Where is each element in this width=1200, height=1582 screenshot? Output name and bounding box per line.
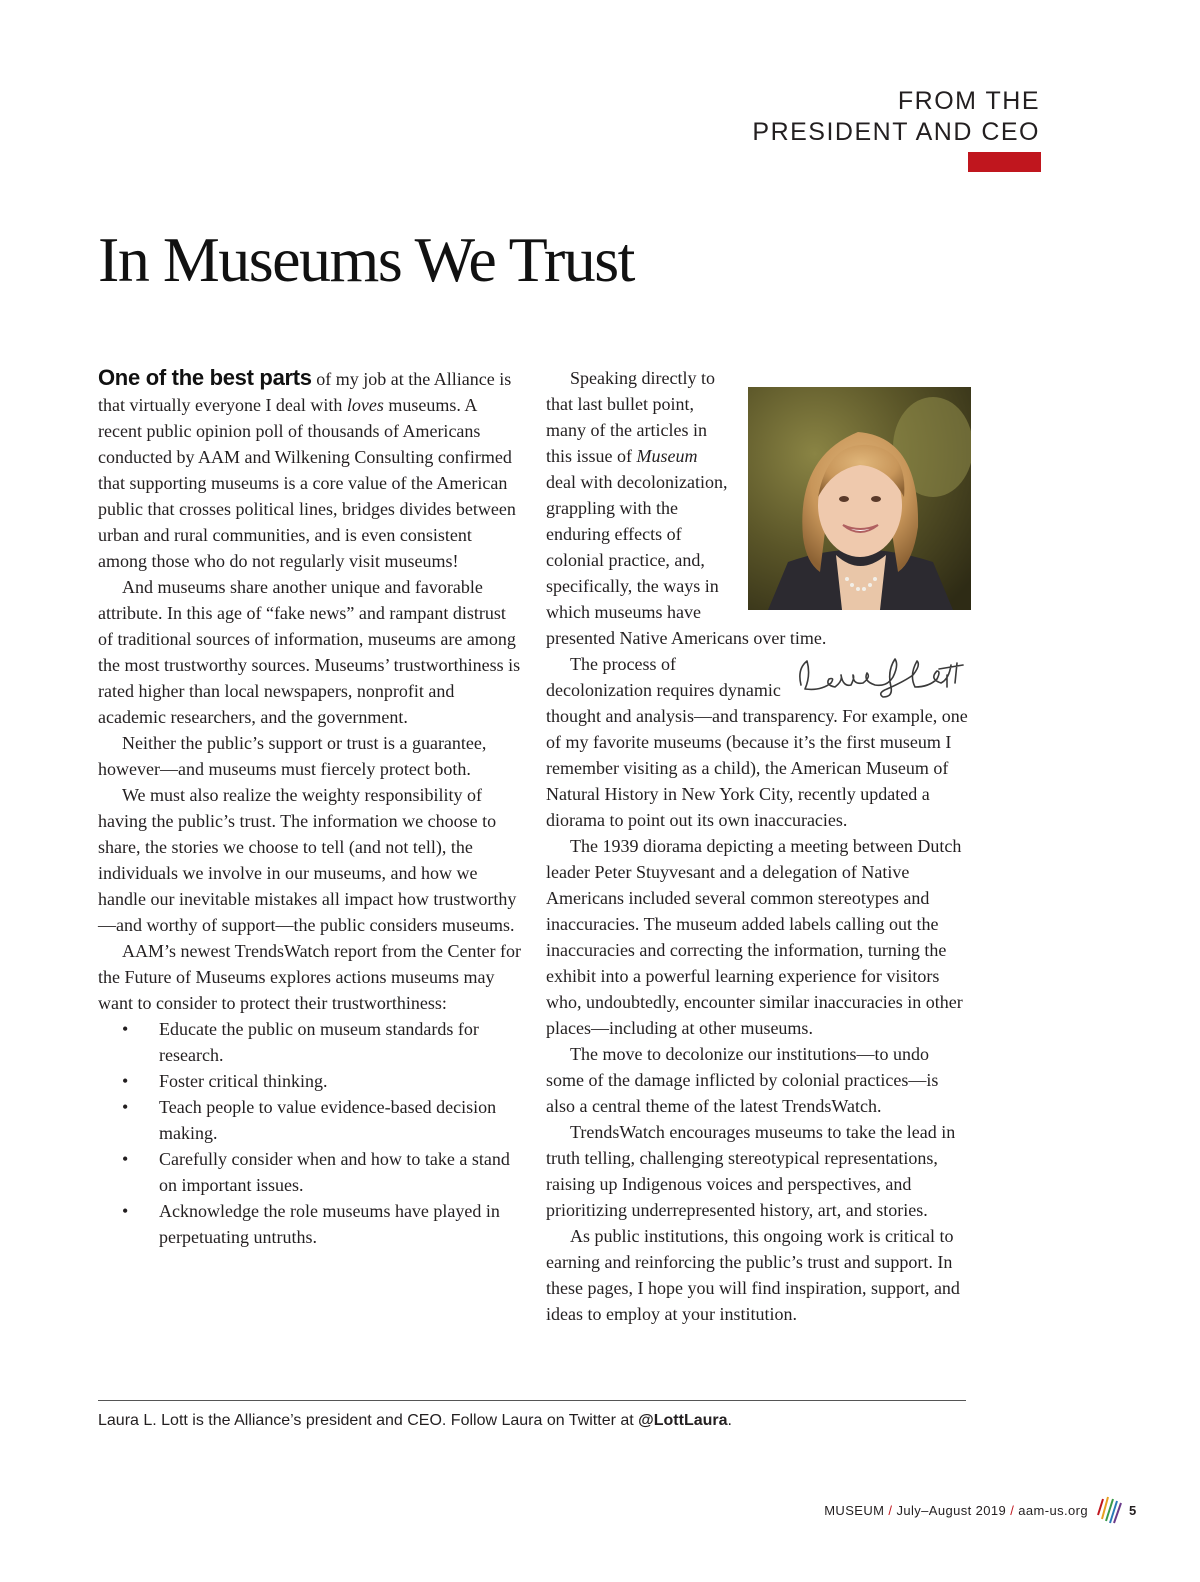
section-accent-bar [968, 152, 1041, 172]
bullet-icon: • [122, 1019, 129, 1039]
paragraph-1-emphasis: loves [346, 395, 384, 415]
article-column-right [546, 365, 971, 1327]
right-paragraph-3: The 1939 diorama depicting a meeting between Dutch leader Peter Stuyvesant and a delegation of Native Americans included several common stereotypes and inaccuracies. The museum added labels calling out the inaccuracies and correcting the information, turning the exhibit into a powerful learning experience for visitors who, undoubtedly, encounter similar inaccuracies in other places—including at other museums. [546, 836, 963, 1038]
twitter-handle-link[interactable]: @LottLaura [638, 1412, 728, 1429]
bullet-icon: • [122, 1201, 129, 1221]
bullet-icon: • [122, 1071, 129, 1091]
paragraph-4: We must also realize the weighty responsibility of having the public’s trust. The information we choose to share, the stories we choose to tell (and not tell), the individuals we involve in our museums, and how we handle our inevitable mistakes all impact how trustworthy—and worthy of support—the public considers museums. [98, 785, 517, 935]
bullet-icon: • [122, 1149, 129, 1169]
list-item-text: Carefully consider when and how to take a stand on important issues. [159, 1149, 510, 1195]
article-column-left [98, 365, 523, 1250]
list-item-text: Acknowledge the role museums have played in perpetuating untruths. [159, 1201, 500, 1247]
bullet-icon: • [122, 1097, 129, 1117]
list-item [98, 1198, 523, 1250]
paragraph-1 [98, 365, 523, 574]
section-label [640, 86, 1040, 148]
portrait-image [748, 387, 971, 610]
magazine-name: Museum [636, 446, 698, 466]
page-footer [824, 1500, 1088, 1524]
footer-issue: July–August 2019 [896, 1503, 1007, 1518]
bio-text: Laura L. Lott is the Alliance’s president and CEO. Follow Laura on Twitter at [98, 1412, 639, 1429]
right-paragraph-2: The process of decolonization requires dynamic thought and analysis—and transparency. For example, one of my favorite museums (because it’s the first museum I remember visiting as a child), the American Museum of Natural History in New York City, recently updated a diorama to point out its own inaccuracies. [546, 654, 968, 830]
list-item-text: Foster critical thinking. [159, 1071, 328, 1091]
footer-separator: / [888, 1503, 893, 1518]
signature-image [791, 651, 971, 703]
paragraph-2: And museums share another unique and favorable attribute. In this age of “fake news” and rampant distrust of traditional sources of information, museums are among the most trustworthy sources. Museums’ trustworthiness is rated higher than local newspapers, nonprofit and academic researchers, and the government. [98, 577, 521, 727]
footer-site: aam-us.org [1018, 1503, 1088, 1518]
paragraph-1-text-a: of my job at the Alliance is that virtually everyone I deal with [98, 369, 512, 415]
aam-logo-icon [1095, 1493, 1123, 1525]
right-paragraph-1-text-a: Speaking directly to that last bullet point, many of the articles in this issue of [546, 368, 715, 466]
right-paragraph-6: As public institutions, this ongoing work is critical to earning and reinforcing the public’s trust and support. In these pages, I hope you will find inspiration, support, and ideas to employ at your institution. [546, 1226, 960, 1324]
list-item [98, 1016, 523, 1068]
article-title: In Museums We Trust [98, 224, 634, 295]
right-paragraph-4: The move to decolonize our institutions—to undo some of the damage inflicted by colonial practices—is also a central theme of the latest TrendsWatch. [546, 1044, 939, 1116]
author-portrait [748, 387, 971, 610]
right-paragraph-5: TrendsWatch encourages museums to take the lead in truth telling, challenging stereotypical representations, raising up Indigenous voices and perspectives, and prioritizing underrepresented history, art, and stories. [546, 1122, 956, 1220]
list-item [98, 1094, 523, 1146]
footer-separator: / [1010, 1503, 1015, 1518]
lead-in: One of the best parts [98, 365, 312, 390]
list-item-text: Educate the public on museum standards for research. [159, 1019, 479, 1065]
paragraph-5: AAM’s newest TrendsWatch report from the Center for the Future of Museums explores actions museums may want to consider to protect their trustworthiness: [98, 941, 521, 1013]
bullet-list [98, 1016, 523, 1250]
page-number: 5 [1129, 1503, 1137, 1518]
right-paragraph-1-text-c: deal with decolonization, grappling with the enduring effects of colonial practice, and, specifically, the ways in which museums have presented Native Americans over time. [546, 472, 827, 648]
list-item [98, 1068, 523, 1094]
section-label-line2: PRESIDENT AND CEO [752, 118, 1040, 146]
list-item-text: Teach people to value evidence-based decision making. [159, 1097, 497, 1143]
author-bio [98, 1409, 968, 1433]
author-signature [791, 651, 971, 703]
bio-divider [98, 1400, 966, 1401]
list-item [98, 1146, 523, 1198]
footer-publication: MUSEUM [824, 1503, 885, 1518]
bio-end: . [727, 1412, 732, 1429]
paragraph-3: Neither the public’s support or trust is a guarantee, however—and museums must fiercely protect both. [98, 733, 487, 779]
section-label-line1: FROM THE [897, 87, 1040, 115]
paragraph-1-text-b: museums. A recent public opinion poll of thousands of Americans conducted by AAM and Wilkening Consulting confirmed that supporting museums is a core value of the American public that crosses political lines, bridges divides between urban and rural communities, and is even consistent among those who do not regularly visit museums! [98, 395, 516, 571]
